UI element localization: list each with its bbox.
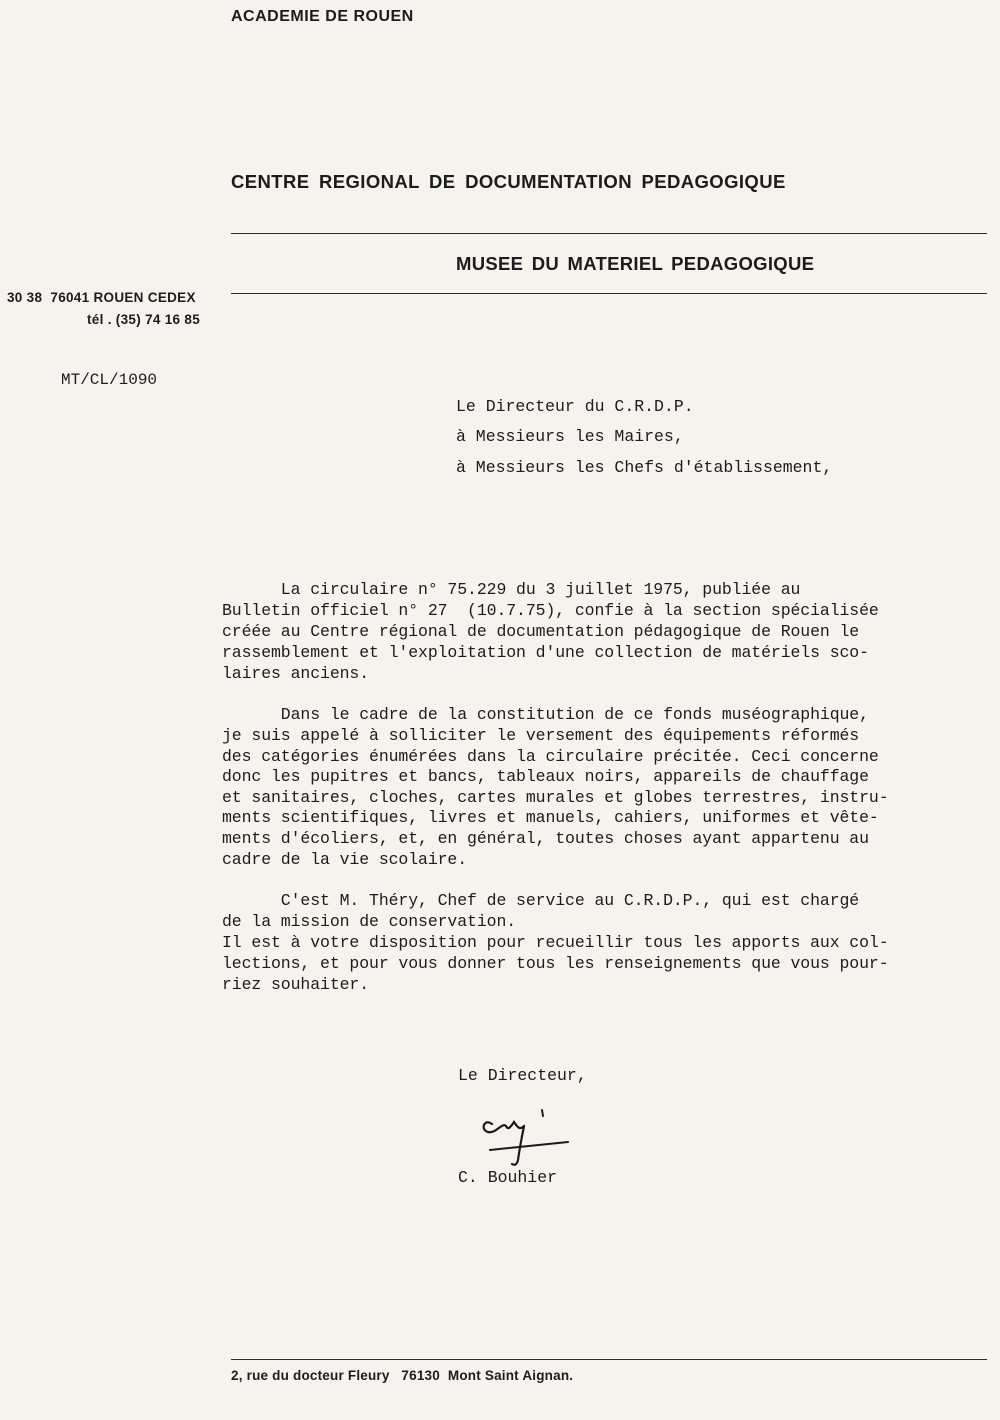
- body-line: cadre de la vie scolaire.: [222, 850, 468, 869]
- body-line: rassemblement et l'exploitation d'une collection de matériels sco-: [222, 643, 869, 662]
- body-line: laires anciens.: [222, 664, 370, 683]
- body-line: ments scientifiques, livres et manuels, cahiers, uniformes et vête-: [222, 808, 879, 827]
- body-line: Bulletin officiel n° 27 (10.7.75), confie à la section spécialisée: [222, 601, 879, 620]
- footer-address: 2, rue du docteur Fleury 76130 Mont Saint Aignan.: [231, 1368, 574, 1383]
- musee-heading: MUSEE DU MATERIEL PEDAGOGIQUE: [456, 253, 815, 274]
- body-line: créée au Centre régional de documentation pédagogique de Rouen le: [222, 622, 860, 641]
- body-line: La circulaire n° 75.229 du 3 juillet 1975, publiée au: [222, 580, 801, 599]
- address-line-1: 30 38 76041 ROUEN CEDEX: [7, 290, 196, 305]
- header-rule-2: [231, 293, 987, 294]
- closing-line: Le Directeur,: [458, 1066, 587, 1085]
- body-line: ments d'écoliers, et, en général, toutes choses ayant appartenu au: [222, 829, 869, 848]
- body-line: C'est M. Théry, Chef de service au C.R.D.P., qui est chargé: [222, 891, 860, 910]
- body-line: et sanitaires, cloches, cartes murales et globes terrestres, instru-: [222, 788, 889, 807]
- recipient-line: Le Directeur du C.R.D.P.: [456, 397, 694, 416]
- body-line: lections, et pour vous donner tous les renseignements que vous pour-: [222, 954, 889, 973]
- body-line: donc les pupitres et bancs, tableaux noirs, appareils de chauffage: [222, 767, 869, 786]
- recipient-line: à Messieurs les Chefs d'établissement,: [456, 458, 833, 477]
- recipient-line: à Messieurs les Maires,: [456, 427, 684, 446]
- phone-line: tél . (35) 74 16 85: [87, 312, 201, 327]
- body-line: Il est à votre disposition pour recueillir tous les apports aux col-: [222, 933, 889, 952]
- body-line: je suis appelé à solliciter le versement des équipements réformés: [222, 726, 860, 745]
- header-rule-1: [231, 233, 987, 234]
- academie-heading: ACADEMIE DE ROUEN: [231, 8, 414, 25]
- footer-rule: [231, 1359, 987, 1360]
- body-line: riez souhaiter.: [222, 975, 370, 994]
- body-line: Dans le cadre de la constitution de ce fonds muséographique,: [222, 705, 869, 724]
- centre-heading: CENTRE REGIONAL DE DOCUMENTATION PEDAGOGIQUE: [231, 171, 786, 192]
- body-line: de la mission de conservation.: [222, 912, 517, 931]
- signatory-name: C. Bouhier: [458, 1168, 558, 1187]
- body-line: des catégories énumérées dans la circulaire précitée. Ceci concerne: [222, 747, 879, 766]
- handwritten-signature: [476, 1100, 576, 1170]
- reference-code: MT/CL/1090: [61, 371, 158, 389]
